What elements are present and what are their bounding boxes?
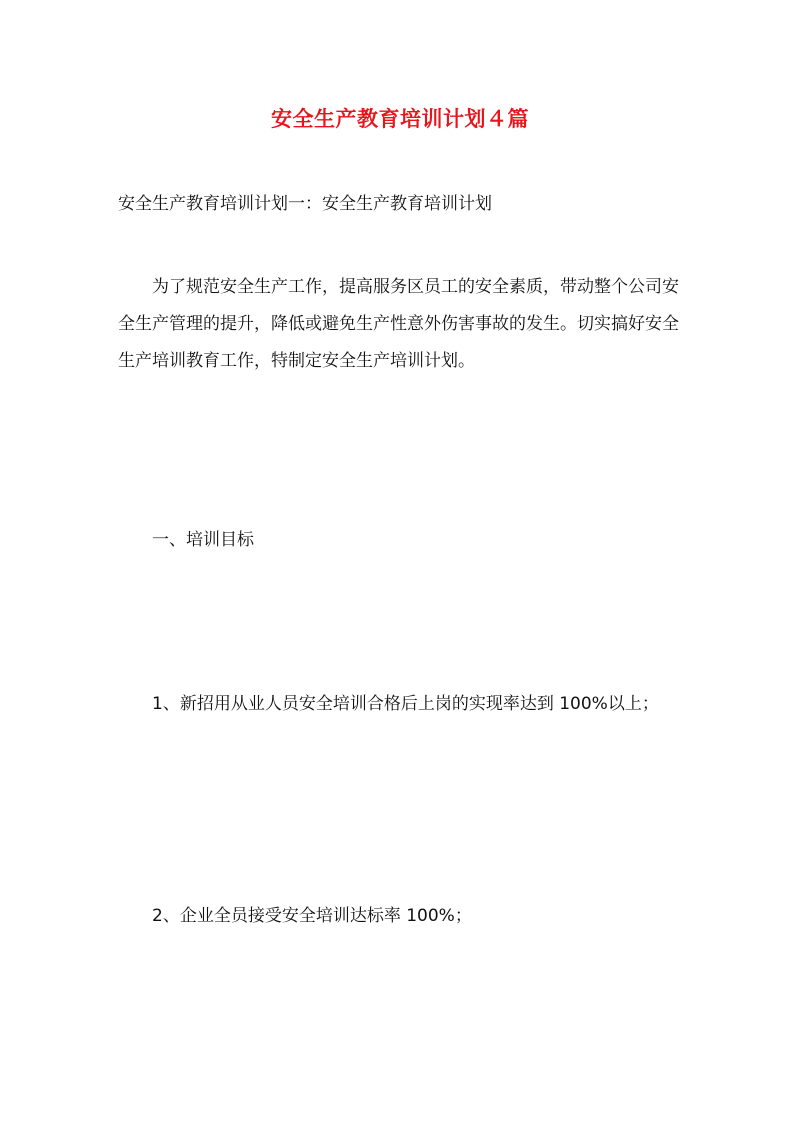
list-item: 1、新招用从业人员安全培训合格后上岗的实现率达到 100%以上； — [152, 694, 659, 714]
list-item: 2、企业全员接受安全培训达标率 100%； — [152, 906, 472, 926]
document-subtitle: 安全生产教育培训计划一：安全生产教育培训计划 — [118, 194, 492, 214]
intro-paragraph: 为了规范安全生产工作，提高服务区员工的安全素质，带动整个公司安全生产管理的提升，降低或避免生产性意外伤害事故的发生。切实搞好安全生产培训教育工作，特制定安全生产培训计划。 — [118, 277, 679, 371]
document-title: 安全生产教育培训计划４篇 — [271, 107, 529, 131]
section-heading-training-goals: 一、培训目标 — [152, 530, 254, 550]
